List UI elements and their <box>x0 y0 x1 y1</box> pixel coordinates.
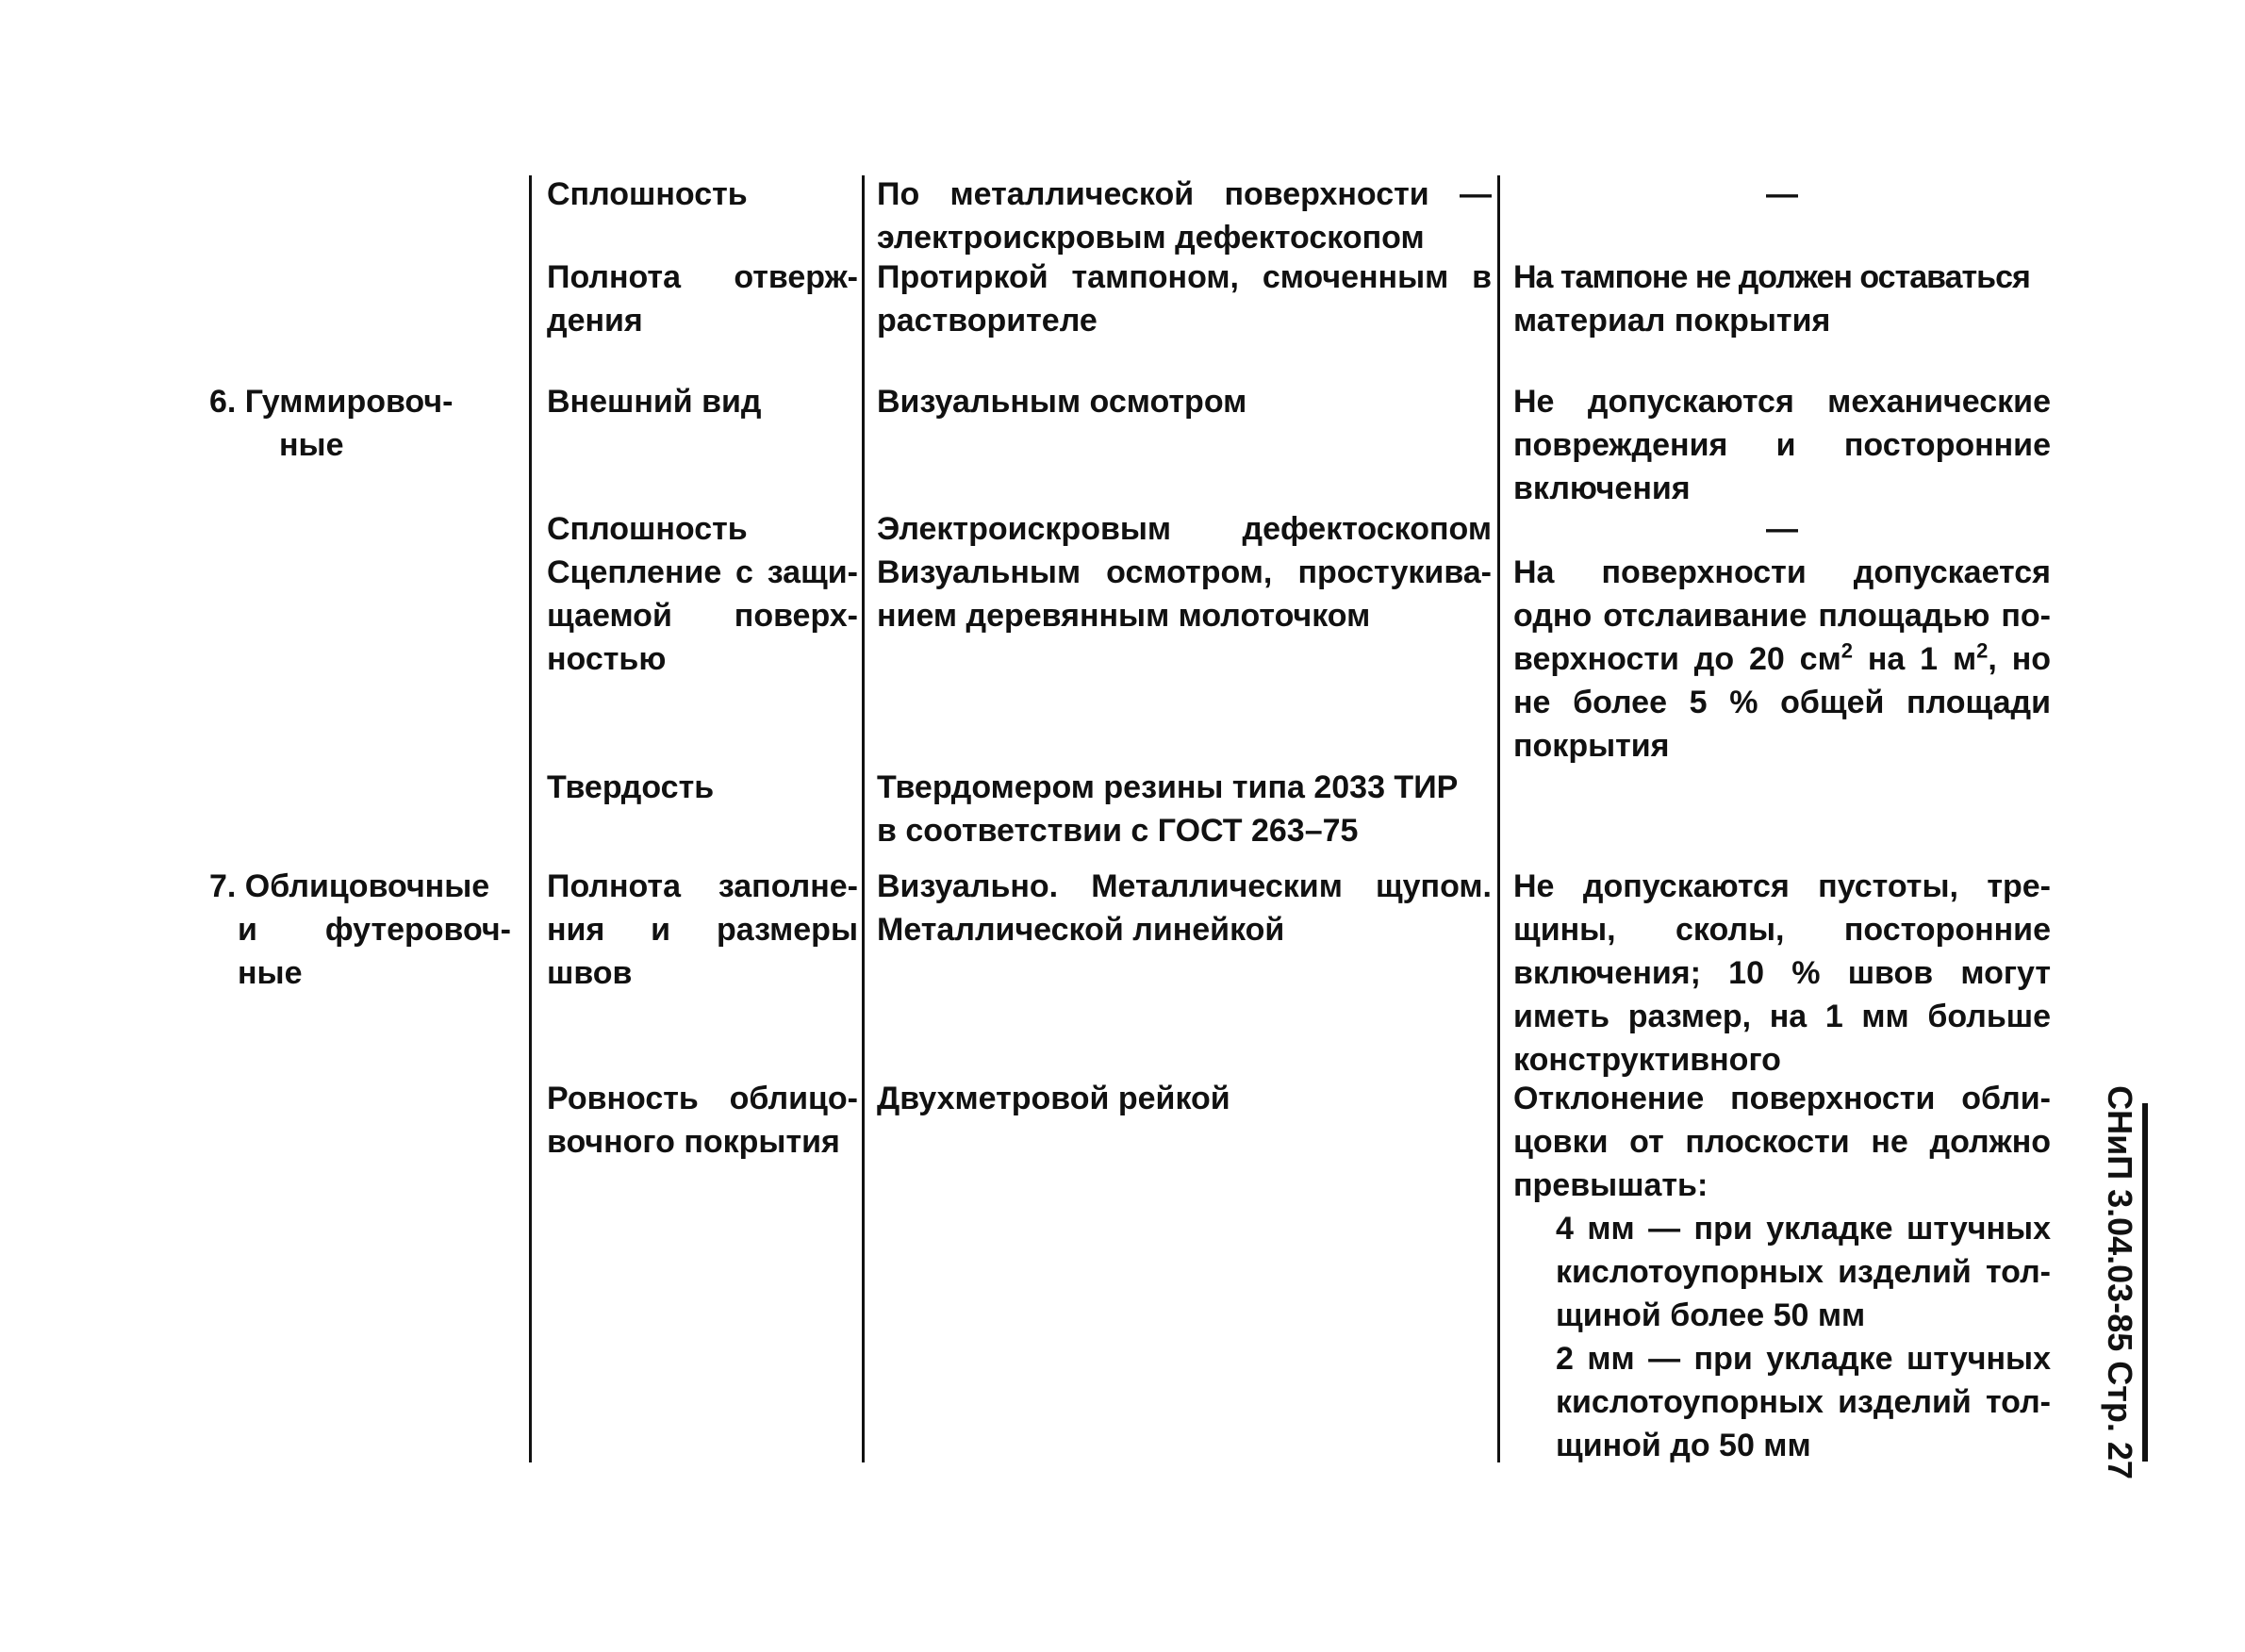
method-cell <box>877 551 1492 637</box>
method-line: Протиркой тампоном, смоченным в <box>877 259 1492 295</box>
property-cell: Сплошность <box>547 511 748 547</box>
property-line: щаемой поверх- <box>547 598 858 634</box>
requirement-cell <box>1513 551 2051 768</box>
method-line: нием деревянным молоточком <box>877 598 1371 634</box>
property-line: дения <box>547 303 643 339</box>
property-line: ния и размеры <box>547 912 858 948</box>
requirement-line: покрытия <box>1513 728 1670 764</box>
property-cell <box>547 1077 858 1164</box>
property-line: Полнота заполне- <box>547 868 858 904</box>
method-cell: Электроискровым дефектоскопом <box>877 511 1492 547</box>
requirement-line: включения <box>1513 471 1691 506</box>
coating-type-line: 6. Гуммировоч- <box>209 384 454 420</box>
method-cell: Визуальным осмотром <box>877 384 1247 420</box>
property-line: Ровность облицо- <box>547 1081 858 1116</box>
property-line: Полнота отверж- <box>547 259 858 295</box>
requirement-sub-item <box>1513 1207 2051 1337</box>
requirement-line: 4 мм — при укладке штучных <box>1556 1211 2051 1247</box>
requirement-line: Отклонение поверхности обли- <box>1513 1081 2051 1116</box>
page-folio <box>2095 1085 2144 1479</box>
coating-type-cell <box>209 865 511 995</box>
method-line: Визуально. Металлическим щупом. <box>877 868 1492 904</box>
requirement-line: материал покрытия <box>1513 303 1831 339</box>
column-rule-1 <box>529 175 532 1462</box>
area-text: , но <box>1988 641 2051 677</box>
requirement-line: На поверхности допускается <box>1513 554 2051 590</box>
requirement-line: цовки от плоскости не должно <box>1513 1124 2051 1160</box>
property-line: Сцепление с защи- <box>547 554 858 590</box>
requirement-cell <box>1513 865 2051 1082</box>
method-line: Визуальным осмотром, простукива- <box>877 554 1492 590</box>
requirement-line: конструктивного <box>1513 1042 1781 1078</box>
method-cell <box>877 865 1492 951</box>
superscript: 2 <box>1976 638 1989 663</box>
requirement-line: щиной до 50 мм <box>1556 1428 1811 1463</box>
requirement-line: одно отслаивание площадью по- <box>1513 598 2051 634</box>
requirement-line: повреждения и посторонние <box>1513 427 2051 463</box>
requirement-line <box>1513 637 2051 681</box>
area-text: верхности до 20 см <box>1513 641 1841 677</box>
property-cell <box>547 865 858 995</box>
requirement-line: щины, сколы, посторонние <box>1513 912 2051 948</box>
requirement-line: иметь размер, на 1 мм больше <box>1513 999 2051 1034</box>
requirement-line: Не допускаются пустоты, тре- <box>1513 868 2051 904</box>
coating-type-line: 7. Облицовочные <box>209 868 490 904</box>
property-line: ностью <box>547 641 667 677</box>
property-cell <box>547 256 858 342</box>
property-cell: Твердость <box>547 769 715 805</box>
requirement-line: кислотоупорных изделий тол- <box>1556 1384 2051 1420</box>
coating-type-line: и футеровоч- <box>238 912 511 948</box>
coating-type-line: ные <box>279 427 344 463</box>
property-line: швов <box>547 955 633 991</box>
requirement-line: 2 мм — при укладке штучных <box>1556 1341 2051 1377</box>
property-line: вочного покрытия <box>547 1124 840 1160</box>
requirement-cell <box>1513 380 2051 510</box>
method-line: электроискровым дефектоскопом <box>877 220 1425 256</box>
coating-type-line: ные <box>238 955 303 991</box>
coating-type-cell <box>209 380 520 467</box>
property-cell <box>547 551 858 681</box>
property-cell: Внешний вид <box>547 384 762 420</box>
method-cell: Двухметровой рейкой <box>877 1081 1230 1116</box>
property-cell: Сплошность <box>547 176 748 212</box>
method-line: в соответствии с ГОСТ 263–75 <box>877 813 1359 849</box>
method-cell <box>877 256 1492 342</box>
column-rule-2 <box>862 175 865 1462</box>
method-line: растворителе <box>877 303 1098 339</box>
requirement-line: не более 5 % общей площади <box>1513 685 2051 720</box>
method-cell <box>877 766 1492 852</box>
requirement-cell: — <box>1766 176 1798 212</box>
column-rule-3 <box>1497 175 1500 1462</box>
method-line: По металлической поверхности — <box>877 176 1492 212</box>
folio-bar <box>2142 1103 2148 1462</box>
requirement-line: На тампоне не должен оставаться <box>1513 259 2030 295</box>
requirement-cell <box>1513 1077 2051 1467</box>
folio-text: СНиП 3.04.03-85 Стр. 27 <box>2101 1085 2139 1479</box>
requirement-line: щиной более 50 мм <box>1556 1297 1866 1333</box>
requirement-line: включения; 10 % швов могут <box>1513 955 2051 991</box>
superscript: 2 <box>1841 638 1853 663</box>
requirement-line: Не допускаются механические <box>1513 384 2051 420</box>
requirement-cell: — <box>1766 511 1798 547</box>
method-cell <box>877 173 1492 259</box>
method-line: Твердомером резины типа 2033 ТИР <box>877 769 1459 805</box>
requirement-cell <box>1513 256 2051 342</box>
requirement-line: превышать: <box>1513 1167 1709 1203</box>
requirement-sub-item <box>1513 1337 2051 1467</box>
area-text: на 1 м <box>1853 641 1977 677</box>
method-line: Металлической линейкой <box>877 912 1285 948</box>
requirement-line: кислотоупорных изделий тол- <box>1556 1254 2051 1290</box>
